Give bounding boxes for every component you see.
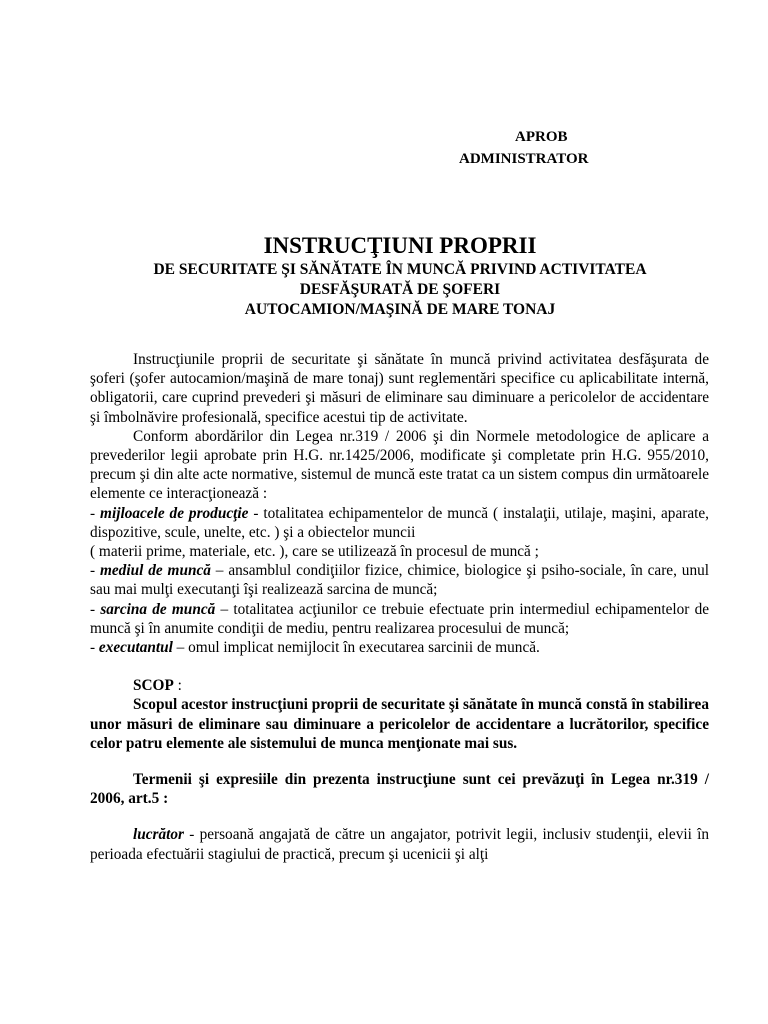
- terms-intro-paragraph: Termenii şi expresiile din prezenta instrucţiune sunt cei prevăzuţi în Legea nr.319 / 2006, art.5 :: [90, 771, 709, 808]
- scope-heading-text: SCOP: [133, 677, 174, 695]
- list-item-executant: [90, 638, 709, 657]
- intro-paragraph-2: Conform abordărilor din Legea nr.319 / 2006 şi din Normele metodologice de aplicare a prevederilor legii aprobate prin H.G. nr.1425/2006, modificate şi completate prin H.G. 955/2010, precum şi din alte acte normative, sistemul de muncă este tratat ca un sistem compus din următoarele elemente ce interacţionează :: [90, 427, 709, 503]
- document-title: INSTRUCŢIUNI PROPRII: [263, 233, 537, 258]
- list-item-work-environment: [90, 561, 709, 599]
- scope-paragraph: Scopul acestor instrucţiuni proprii de securitate şi sănătate în muncă constă în stabilirea unor măsuri de eliminare sau diminuare a pericolelor de accidentare a lucrătorilor, specifice celor patru elemente ale sistemului de munca menţionate mai sus.: [90, 696, 709, 752]
- list-item-continuation: [90, 542, 709, 561]
- scope-heading-suffix: :: [173, 677, 182, 695]
- list-item-term: mediul de muncă: [99, 562, 211, 580]
- term-definition-worker: [90, 825, 709, 863]
- list-item-definition: – totalitatea acţiunilor ce trebuie efectuate prin intermediul echipamentelor de muncă şi în anumite condiţii de mediu, pentru realizarea procesului de muncă;: [90, 600, 710, 637]
- spacer: [90, 657, 709, 676]
- approval-role: ADMINISTRATOR: [459, 151, 589, 167]
- list-item-prefix: -: [90, 600, 101, 618]
- approval-label: APROB: [515, 129, 568, 145]
- document-subtitle-line-3: AUTOCAMION/MAŞINĂ DE MARE TONAJ: [244, 301, 556, 318]
- list-item-definition: – ansamblul condiţiilor fizice, chimice, biologice şi psiho-sociale, în care, unul sau mai mulţi executanţi îşi realizează sarcina de muncă;: [90, 562, 710, 599]
- list-item-prefix: -: [90, 639, 99, 657]
- document-subtitle-line-1: DE SECURITATE ŞI SĂNĂTATE ÎN MUNCĂ PRIVIND ACTIVITATEA: [153, 261, 647, 278]
- list-item-term: sarcina de muncă: [100, 600, 216, 618]
- document-subtitle-line-2: DESFĂŞURATĂ DE ŞOFERI: [299, 281, 501, 298]
- list-item-work-task: [90, 600, 709, 638]
- term-definition: - persoană angajată de către un angajator, potrivit legii, inclusiv studenţii, elevii în perioada efectuării stagiului de practică, precum şi ucenicii şi alţi: [90, 826, 709, 863]
- spacer: [90, 808, 709, 825]
- document-body: [90, 350, 709, 864]
- list-item-definition: - totalitatea echipamentelor de muncă ( instalaţii, utilaje, maşini, aparate, dispozitive, scule, unelte, etc. ) şi a obiectelor muncii: [90, 504, 709, 541]
- list-item-definition: – omul implicat nemijlocit în executarea sarcinii de muncă.: [172, 639, 540, 657]
- list-item-term: mijloacele de producţie: [100, 504, 249, 522]
- scope-heading: [90, 676, 709, 695]
- list-item-production-means: [90, 504, 709, 542]
- intro-paragraph-1: Instrucţiunile proprii de securitate şi sănătate în muncă privind activitatea desfăşurata de şoferi (şofer autocamion/maşină de mare tonaj) sunt reglementări specifice cu aplicabilitate internă, obligatorii, care cuprind prevederi şi măsuri de eliminare sau diminuare a pericolelor de accidentare şi îmbolnăvire profesională, specifice acestui tip de activitate.: [90, 351, 709, 426]
- list-item-definition: ( materii prime, materiale, etc. ), care se utilizează în procesul de muncă ;: [90, 543, 539, 561]
- list-item-prefix: -: [90, 562, 100, 580]
- list-item-term: executantul: [98, 639, 173, 657]
- term-name: lucrător: [133, 826, 184, 844]
- list-item-prefix: -: [90, 504, 101, 522]
- document-title-block: [90, 232, 710, 320]
- spacer: [90, 753, 709, 770]
